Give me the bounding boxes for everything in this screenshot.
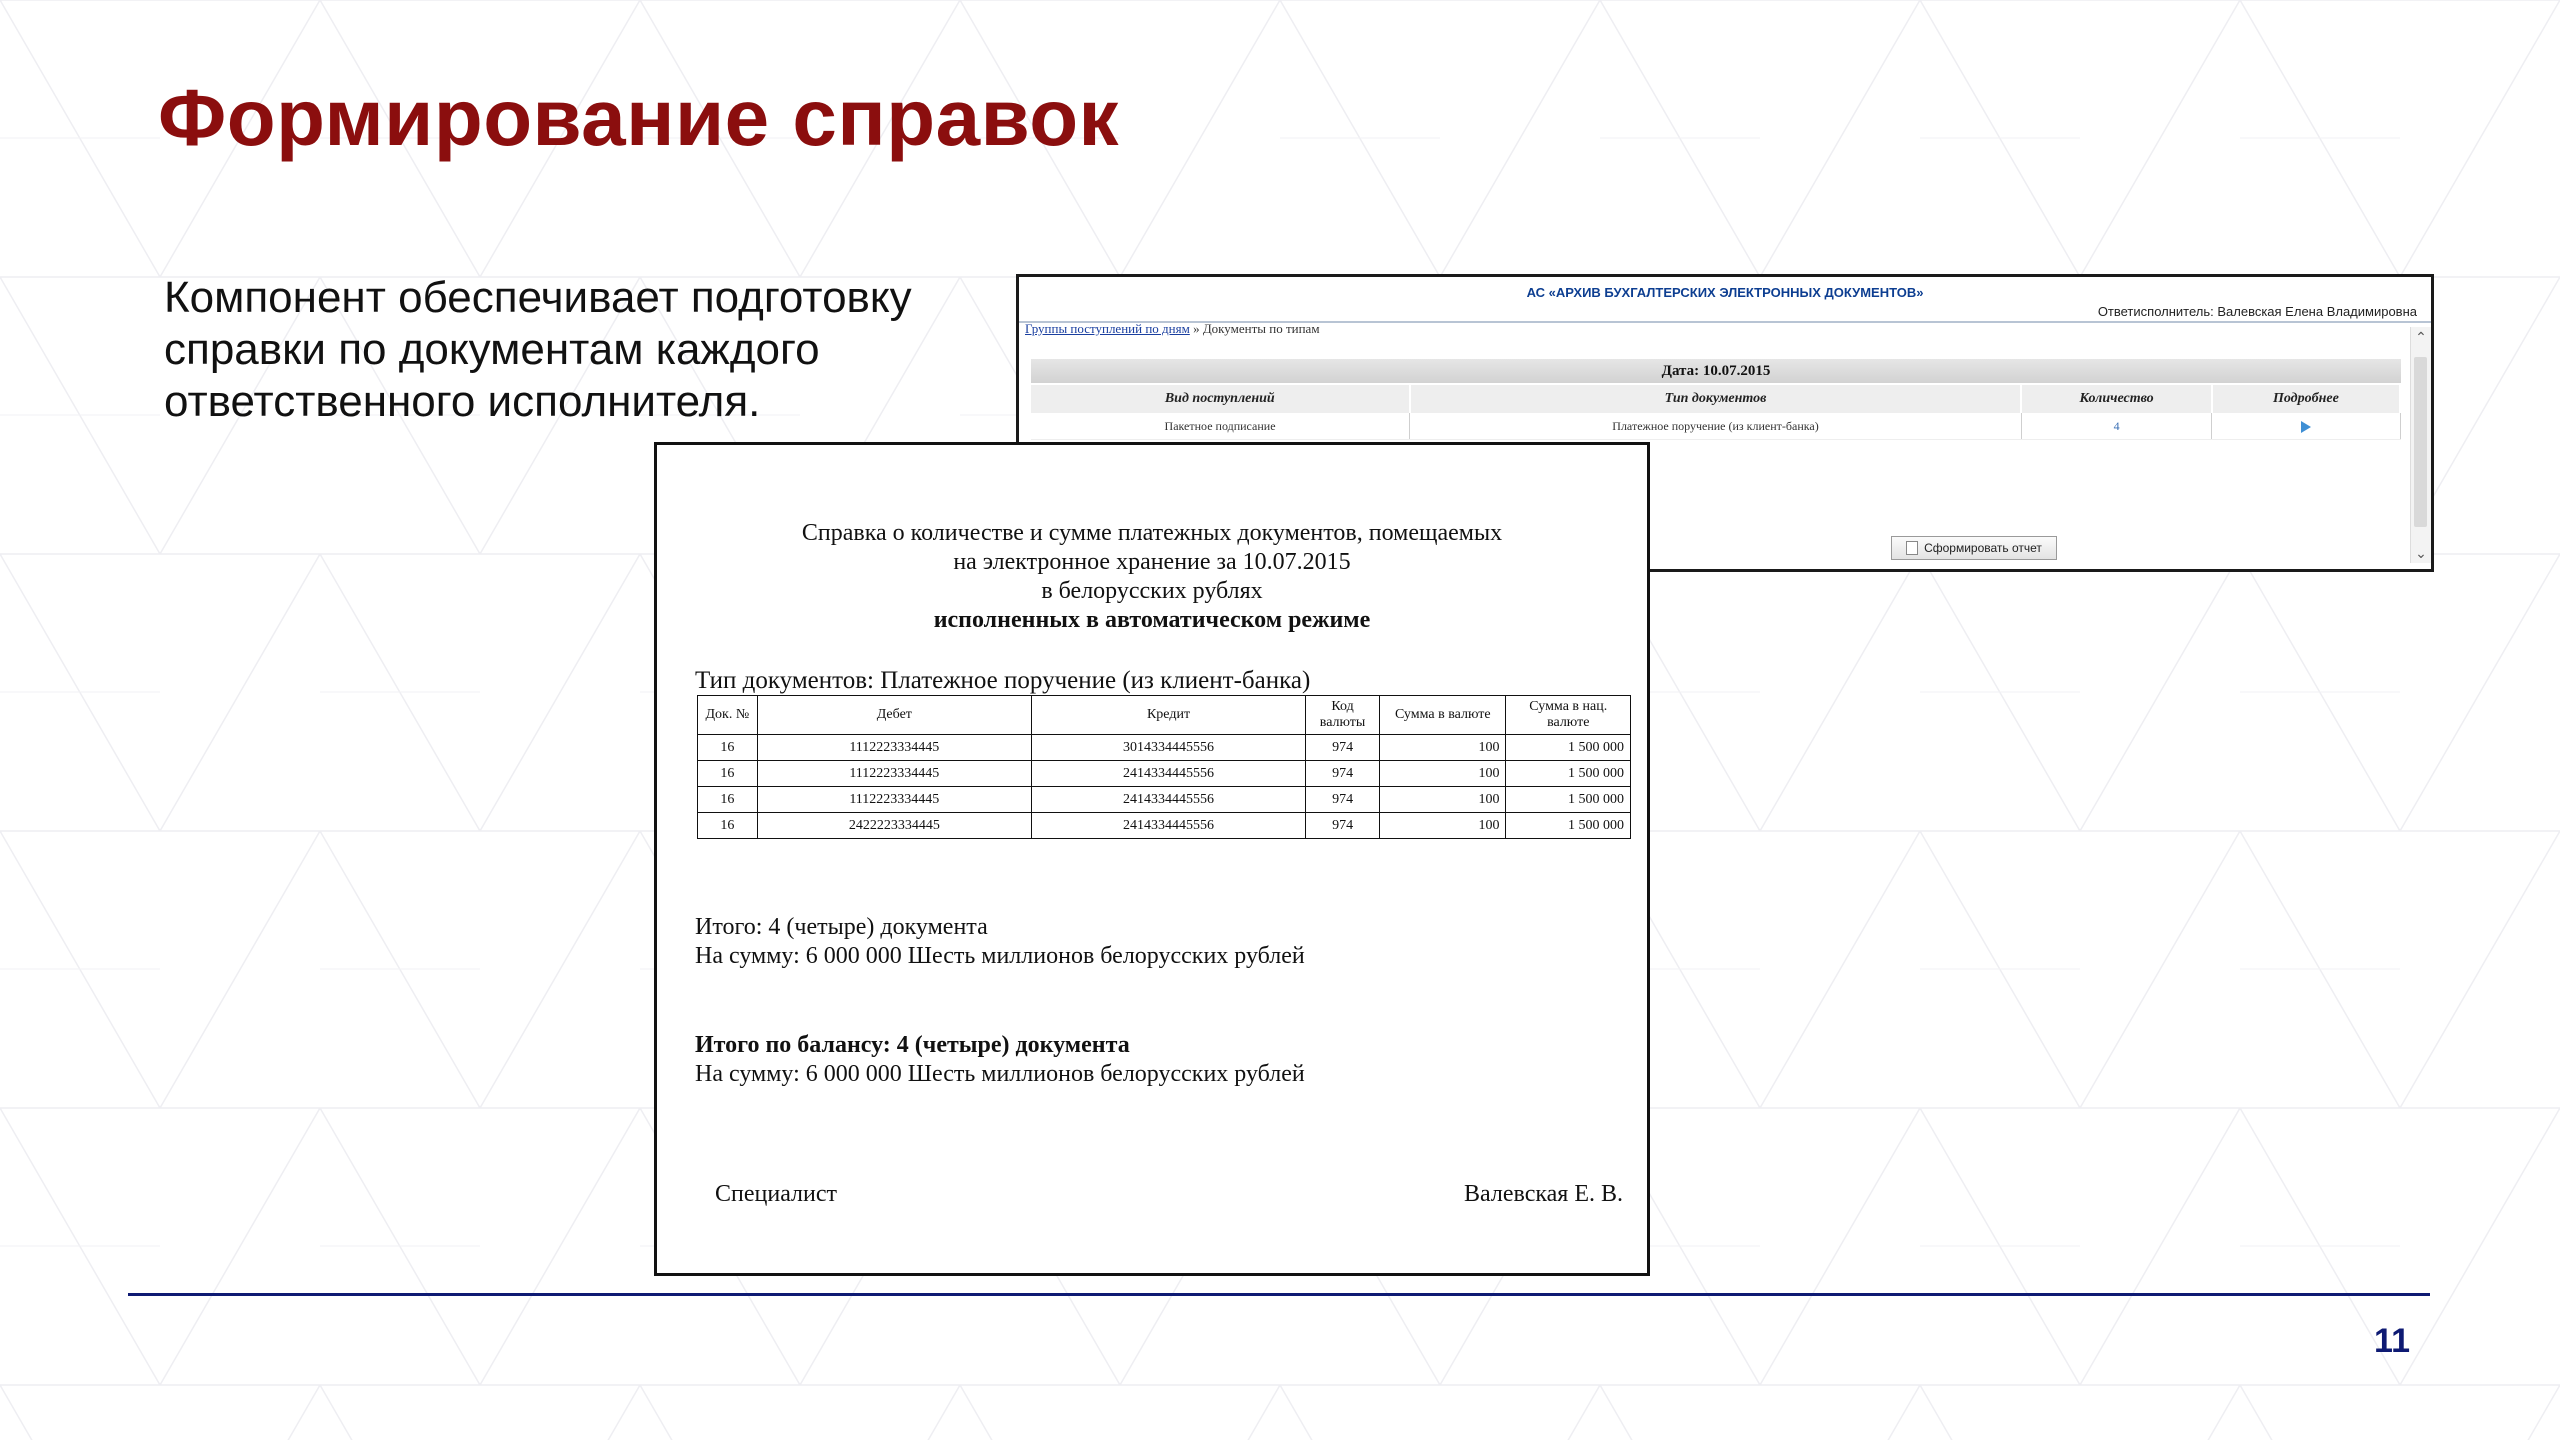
report-cell: 1112223334445 — [757, 735, 1031, 761]
documents-by-type-table — [1031, 385, 2401, 440]
generate-report-button[interactable] — [1891, 536, 2057, 560]
report-cell: 1 500 000 — [1506, 813, 1631, 839]
report-cell: 2414334445556 — [1031, 813, 1305, 839]
column-header-details: Подробнее — [2212, 385, 2400, 413]
report-cell: 1 500 000 — [1506, 735, 1631, 761]
report-cell: 16 — [698, 735, 758, 761]
generate-report-label: Сформировать отчет — [1924, 541, 2042, 555]
cell-doc-type: Платежное поручение (из клиент-банка) — [1410, 413, 2022, 440]
report-cell: 2414334445556 — [1031, 761, 1305, 787]
column-header-kind: Вид поступлений — [1031, 385, 1410, 413]
report-cell: 16 — [698, 761, 758, 787]
report-cell: 974 — [1306, 787, 1380, 813]
report-cell: 1112223334445 — [757, 787, 1031, 813]
report-totals — [695, 913, 1305, 971]
app-title: АС «АРХИВ БУХГАЛТЕРСКИХ ЭЛЕКТРОННЫХ ДОКУМЕНТОВ» — [1526, 285, 1924, 300]
report-heading-line3: в белорусских рублях — [1041, 578, 1263, 604]
report-col-doc-no: Док. № — [698, 696, 758, 735]
cell-kind: Пакетное подписание — [1031, 413, 1410, 440]
signature-role: Специалист — [715, 1181, 838, 1207]
breadcrumb-separator: » — [1189, 321, 1203, 336]
report-col-currency-code: Код валюты — [1306, 696, 1380, 735]
balance-sum: На сумму: 6 000 000 Шесть миллионов белорусских рублей — [695, 1061, 1305, 1087]
column-header-doc-type: Тип документов — [1410, 385, 2022, 413]
scroll-down-icon[interactable]: ⌄ — [2415, 545, 2427, 561]
report-heading-line4: исполненных в автоматическом режиме — [933, 607, 1371, 633]
report-col-credit: Кредит — [1031, 696, 1305, 735]
report-cell: 1 500 000 — [1506, 761, 1631, 787]
report-cell: 16 — [698, 813, 758, 839]
balance-count: Итого по балансу: 4 (четыре) документа — [695, 1032, 1130, 1058]
scroll-up-icon[interactable]: ⌃ — [2415, 329, 2427, 345]
report-table — [697, 695, 1631, 839]
page-number: 11 — [2374, 1322, 2410, 1360]
cell-count: 4 — [2021, 413, 2211, 440]
report-cell: 100 — [1380, 787, 1506, 813]
vertical-scrollbar[interactable] — [2410, 327, 2431, 563]
report-cell: 16 — [698, 787, 758, 813]
app-header — [1019, 277, 2431, 323]
scrollbar-thumb[interactable] — [2414, 357, 2427, 527]
report-cell: 974 — [1306, 735, 1380, 761]
report-doc-type: Тип документов: Платежное поручение (из клиент-банка) — [695, 667, 1311, 694]
report-cell: 1 500 000 — [1506, 787, 1631, 813]
report-row — [698, 787, 1631, 813]
report-row — [698, 735, 1631, 761]
report-cell: 974 — [1306, 761, 1380, 787]
report-heading-line2: на электронное хранение за 10.07.2015 — [953, 549, 1351, 575]
report-cell: 1112223334445 — [757, 761, 1031, 787]
report-cell: 2414334445556 — [1031, 787, 1305, 813]
report-heading — [657, 519, 1647, 635]
date-bar: Дата: 10.07.2015 — [1031, 359, 2401, 383]
report-col-sum-national: Сумма в нац. валюте — [1506, 696, 1631, 735]
report-col-debit: Дебет — [757, 696, 1031, 735]
responsible-user: Ответисполнитель: Валевская Елена Владимировна — [2097, 304, 2417, 319]
report-cell: 2422223334445 — [757, 813, 1031, 839]
report-cell: 100 — [1380, 813, 1506, 839]
totals-count: Итого: 4 (четыре) документа — [695, 914, 988, 940]
report-cell: 974 — [1306, 813, 1380, 839]
breadcrumb-link-groups[interactable]: Группы поступлений по дням — [1025, 321, 1190, 336]
cell-details — [2212, 413, 2400, 440]
arrow-right-icon[interactable] — [2301, 421, 2311, 433]
report-balance — [695, 1031, 1305, 1089]
breadcrumb-current: Документы по типам — [1202, 321, 1320, 336]
column-header-count: Количество — [2021, 385, 2211, 413]
table-row[interactable] — [1031, 413, 2400, 440]
slide-description: Компонент обеспечивает подготовку справки по документам каждого ответственного исполнителя. — [164, 273, 912, 426]
document-icon — [1906, 541, 1918, 555]
report-row — [698, 813, 1631, 839]
signature-name: Валевская Е. В. — [1464, 1181, 1623, 1207]
report-document — [654, 442, 1650, 1276]
report-heading-line1: Справка о количестве и сумме платежных документов, помещаемых — [801, 520, 1503, 546]
report-row — [698, 761, 1631, 787]
report-cell: 3014334445556 — [1031, 735, 1305, 761]
report-cell: 100 — [1380, 761, 1506, 787]
footer-divider — [128, 1293, 2430, 1296]
breadcrumb — [1025, 321, 1320, 337]
slide-title: Формирование справок — [158, 73, 1120, 162]
report-cell: 100 — [1380, 735, 1506, 761]
totals-sum: На сумму: 6 000 000 Шесть миллионов белорусских рублей — [695, 943, 1305, 969]
report-col-sum-currency: Сумма в валюте — [1380, 696, 1506, 735]
